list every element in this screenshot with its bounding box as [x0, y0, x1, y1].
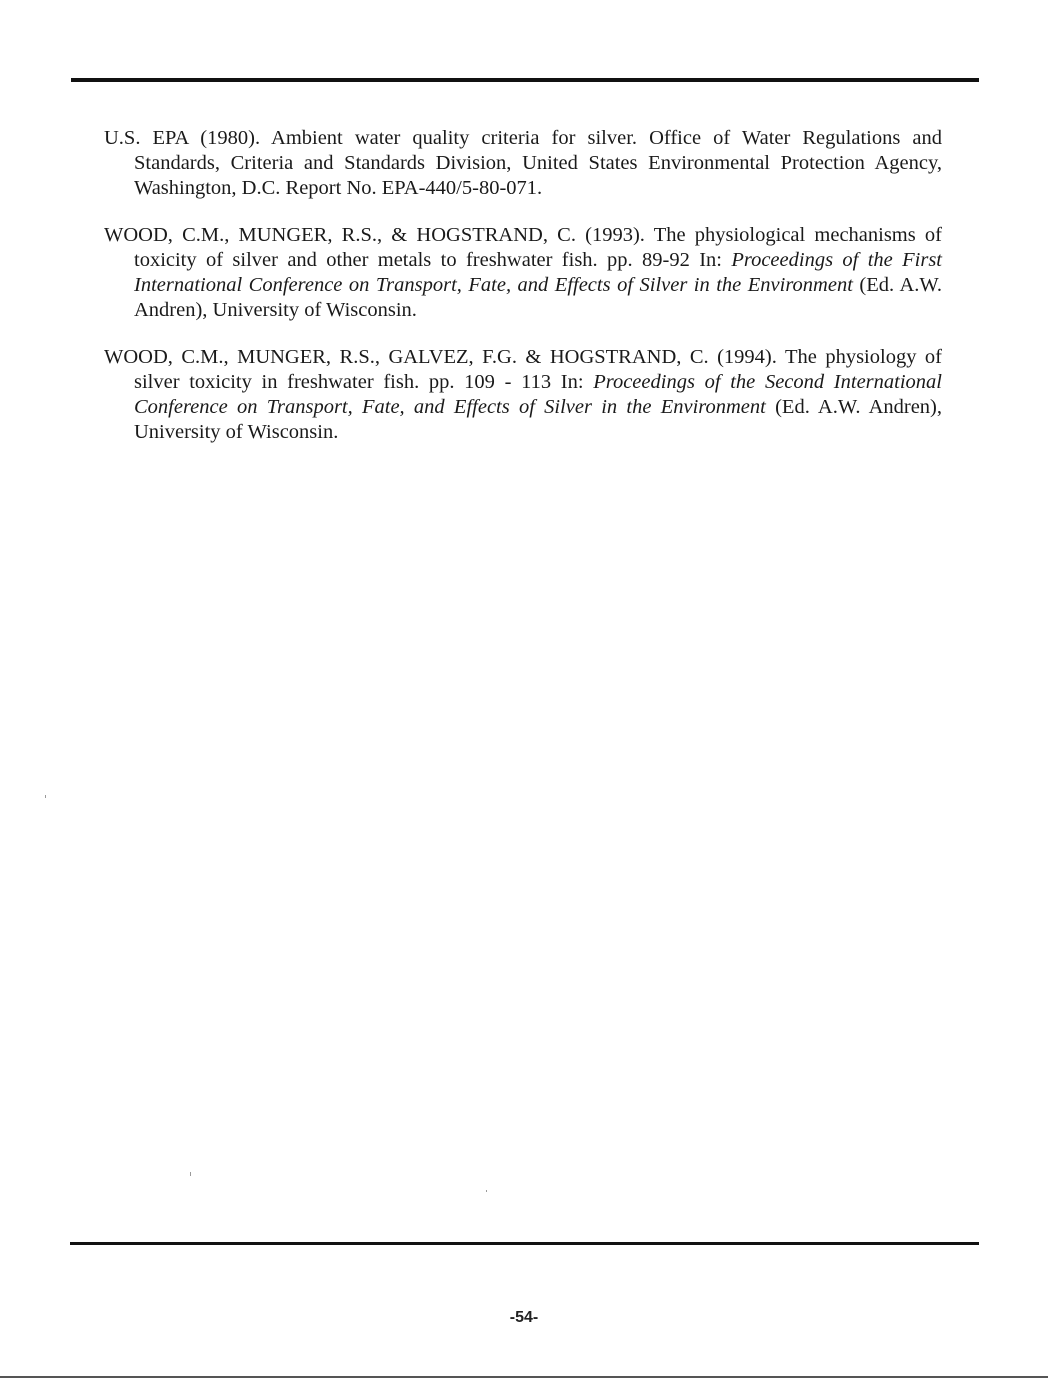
- reference-source-title: Proceedings of the First International Conference on Transport, Fate, and Effects of Silver in the Environment: [134, 249, 942, 296]
- page-edge-line: [0, 1376, 1048, 1378]
- scan-speck: [486, 1190, 487, 1192]
- reference-text: WOOD, C.M., MUNGER, R.S., GALVEZ, F.G. & HOGSTRAND, C. (1994). The physiology of silver toxicity in freshwater fish. pp. 109 - 113 In:: [104, 346, 942, 393]
- scan-speck: [190, 1172, 191, 1176]
- bottom-rule: [70, 1242, 979, 1245]
- reference-source-title: Proceedings of the Second International Conference on Transport, Fate, and Effects of Silver in the Environment: [134, 371, 942, 418]
- reference-entry: [104, 223, 942, 323]
- top-rule: [71, 78, 979, 82]
- reference-entry: [104, 345, 942, 445]
- reference-text: (Ed. A.W. Andren), University of Wisconsin.: [134, 396, 942, 443]
- scan-speck: [45, 795, 46, 798]
- reference-list: [104, 126, 942, 467]
- reference-entry: [104, 126, 942, 201]
- reference-text: (Ed. A.W. Andren), University of Wisconsin.: [134, 274, 942, 321]
- reference-text: U.S. EPA (1980). Ambient water quality criteria for silver. Office of Water Regulations and Standards, Criteria and Standards Division, United States Environmental Protection Agency, Washington, D.C. Report No. EPA-440/5-80-071.: [104, 127, 942, 199]
- page-number: -54-: [509, 1309, 539, 1326]
- reference-text: WOOD, C.M., MUNGER, R.S., & HOGSTRAND, C. (1993). The physiological mechanisms of toxicity of silver and other metals to freshwater fish. pp. 89-92 In:: [104, 224, 942, 271]
